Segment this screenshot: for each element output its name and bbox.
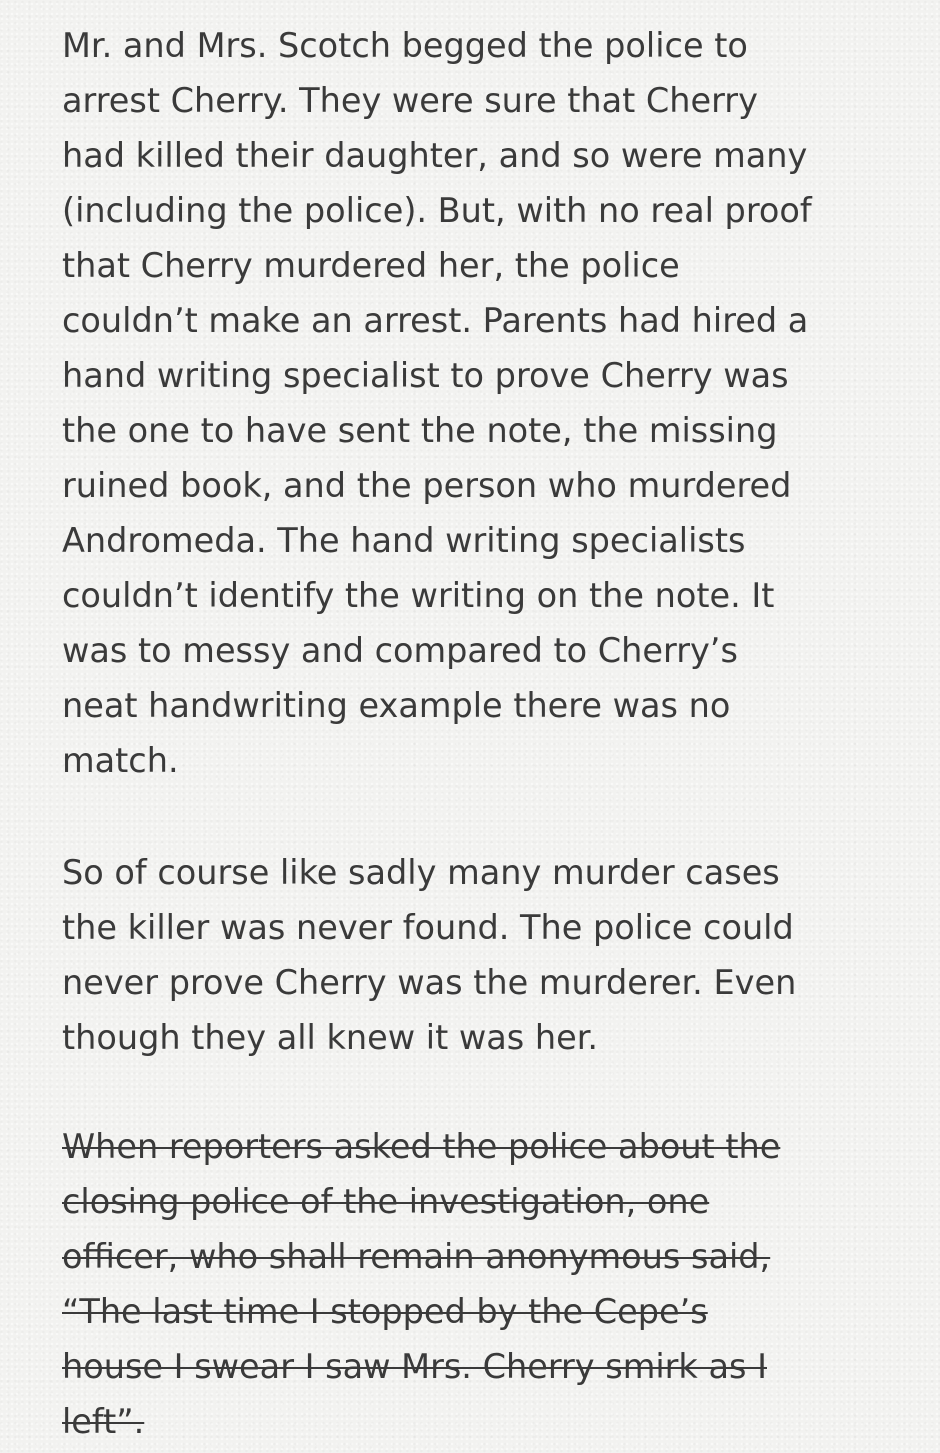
strikethrough-line bbox=[62, 1339, 780, 1394]
text-line: couldn’t make an arrest. Parents had hired a bbox=[62, 301, 809, 340]
strikethrough-text: officer, who shall remain anonymous said, bbox=[62, 1237, 771, 1276]
text-line: never prove Cherry was the murderer. Even bbox=[62, 963, 797, 1002]
strikethrough-line bbox=[62, 1284, 780, 1339]
paragraph-killer-never-found bbox=[62, 845, 796, 1065]
text-line: the killer was never found. The police could bbox=[62, 908, 794, 947]
paragraph-arrest bbox=[62, 18, 812, 788]
strikethrough-text: left”. bbox=[62, 1402, 145, 1441]
text-line: neat handwriting example there was no bbox=[62, 686, 731, 725]
strikethrough-text: “The last time I stopped by the Cepe’s bbox=[62, 1292, 708, 1331]
text-line: ruined book, and the person who murdered bbox=[62, 466, 792, 505]
text-line: So of course like sadly many murder cases bbox=[62, 853, 780, 892]
text-line: was to messy and compared to Cherry’s bbox=[62, 631, 738, 670]
strikethrough-line bbox=[62, 1119, 780, 1174]
strikethrough-line bbox=[62, 1229, 780, 1284]
text-line: hand writing specialist to prove Cherry was bbox=[62, 356, 789, 395]
text-line: had killed their daughter, and so were many bbox=[62, 136, 808, 175]
strikethrough-text: closing police of the investigation, one bbox=[62, 1182, 710, 1221]
text-line: Mr. and Mrs. Scotch begged the police to bbox=[62, 26, 748, 65]
strikethrough-line bbox=[62, 1394, 780, 1449]
text-line: couldn’t identify the writing on the note. It bbox=[62, 576, 775, 615]
text-line: arrest Cherry. They were sure that Cherry bbox=[62, 81, 758, 120]
text-line: (including the police). But, with no real proof bbox=[62, 191, 812, 230]
text-line: Andromeda. The hand writing specialists bbox=[62, 521, 746, 560]
text-line: the one to have sent the note, the missing bbox=[62, 411, 778, 450]
strikethrough-line bbox=[62, 1174, 780, 1229]
paragraph-struck-through bbox=[62, 1119, 780, 1449]
strikethrough-text: house I swear I saw Mrs. Cherry smirk as I bbox=[62, 1347, 767, 1386]
strikethrough-text: When reporters asked the police about the bbox=[62, 1127, 781, 1166]
text-line: that Cherry murdered her, the police bbox=[62, 246, 680, 285]
text-line: though they all knew it was her. bbox=[62, 1018, 599, 1057]
text-line: match. bbox=[62, 741, 179, 780]
